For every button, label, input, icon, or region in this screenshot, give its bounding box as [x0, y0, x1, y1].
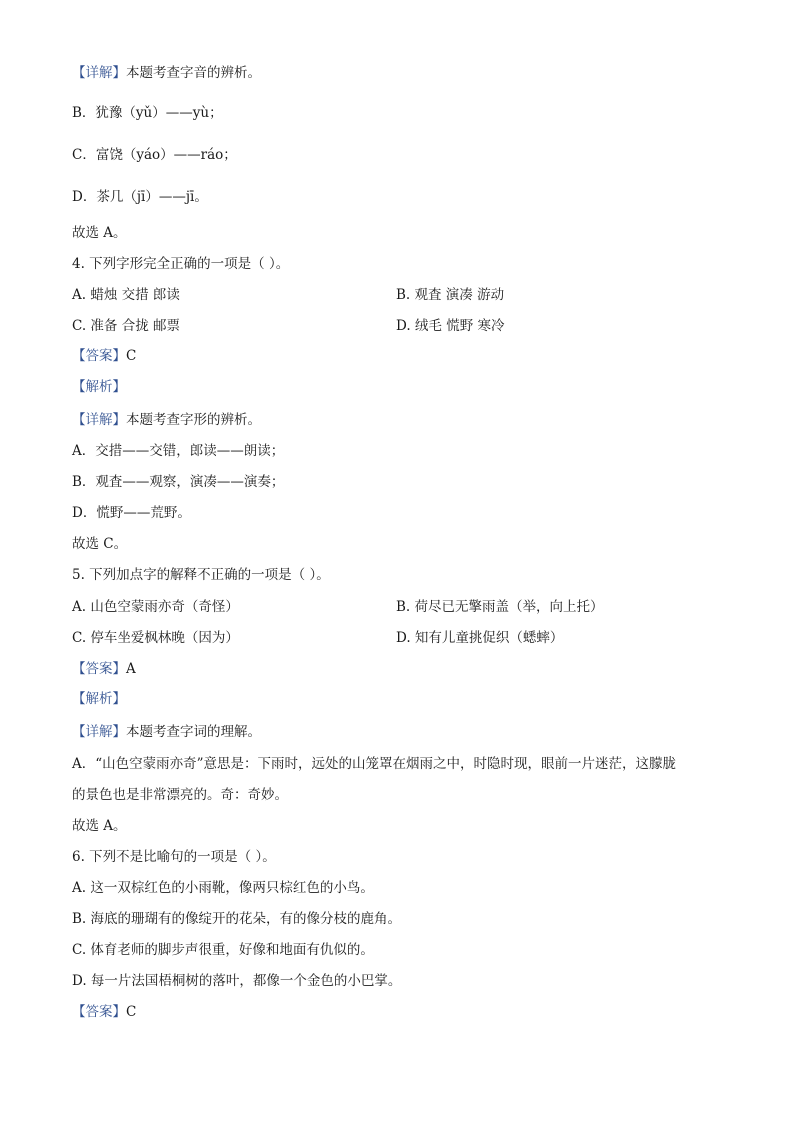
- text-line: A．“山色空蒙雨亦奇”意思是：下雨时，远处的山笼罩在烟雨之中，时隐时现，眼前一片迷茫，这朦胧: [72, 756, 677, 772]
- detail-text: 本题考查字词的理解。: [126, 724, 261, 740]
- detail-line: [72, 722, 261, 742]
- text-line: 5. 下列加点字的解释不正确的一项是（ ）。: [72, 567, 330, 583]
- text-line: 故选 A。: [72, 818, 127, 834]
- section-tag: 【解析】: [72, 379, 126, 395]
- option-line: C. 停车坐爱枫林晚（因为）: [72, 630, 239, 646]
- text-line: 4. 下列字形完全正确的一项是（ ）。: [72, 256, 290, 272]
- detail-text: 本题考查字形的辨析。: [126, 412, 261, 428]
- text-line: B．犹豫（yǔ）——yù；: [72, 105, 223, 121]
- text-line: 6. 下列不是比喻句的一项是（ ）。: [72, 849, 276, 865]
- text-line: A．交措——交错，郎读——朗读；: [72, 443, 285, 459]
- section-tag: 【解析】: [72, 691, 126, 707]
- option-line: A. 山色空蒙雨亦奇（奇怪）: [72, 599, 239, 615]
- text-line: D. 每一片法国梧桐树的落叶，都像一个金色的小巴掌。: [72, 973, 402, 989]
- option-line: C. 准备 合拢 邮票: [72, 318, 181, 334]
- answer-line: [72, 346, 136, 366]
- section-tag: 【答案】: [72, 348, 126, 364]
- section-tag: 【详解】: [72, 412, 126, 428]
- option-line: D. 知有儿童挑促织（蟋蟀）: [396, 630, 564, 646]
- text-line: A. 这一双棕红色的小雨靴，像两只棕红色的小鸟。: [72, 880, 374, 896]
- option-line: A. 蜡烛 交措 郎读: [72, 287, 180, 303]
- text-line: D．慌野——荒野。: [72, 505, 191, 521]
- text-line: B．观査——观察，演凑——演奏；: [72, 474, 285, 490]
- option-line: B. 荷尽已无擎雨盖（举，向上托）: [396, 599, 604, 615]
- answer-line: [72, 659, 136, 679]
- detail-text: 本题考查字音的辨析。: [126, 65, 261, 81]
- text-line: C. 体育老师的脚步声很重，好像和地面有仇似的。: [72, 942, 374, 958]
- text-line: 的景色也是非常漂亮的。奇：奇妙。: [72, 787, 288, 803]
- answer-line: [72, 1002, 136, 1022]
- text-line: 故选 A。: [72, 225, 127, 241]
- section-tag: 【详解】: [72, 724, 126, 740]
- detail-line: [72, 63, 261, 83]
- analysis-heading: [72, 377, 126, 397]
- detail-line: [72, 410, 261, 430]
- analysis-heading: [72, 689, 126, 709]
- section-tag: 【答案】: [72, 1004, 126, 1020]
- section-tag: 【答案】: [72, 661, 126, 677]
- text-line: 故选 C。: [72, 536, 128, 552]
- answer-value: C: [126, 1004, 137, 1020]
- text-line: C．富饶（yáo）——ráo；: [72, 147, 237, 163]
- answer-value: A: [126, 661, 136, 677]
- option-line: D. 绒毛 慌野 寒冷: [396, 318, 505, 334]
- option-line: B. 观査 演凑 游动: [396, 287, 505, 303]
- text-line: B. 海底的珊瑚有的像绽开的花朵，有的像分枝的鹿角。: [72, 911, 402, 927]
- section-tag: 【详解】: [72, 65, 126, 81]
- answer-value: C: [126, 348, 137, 364]
- text-line: D．茶几（jī）——jī。: [72, 189, 208, 205]
